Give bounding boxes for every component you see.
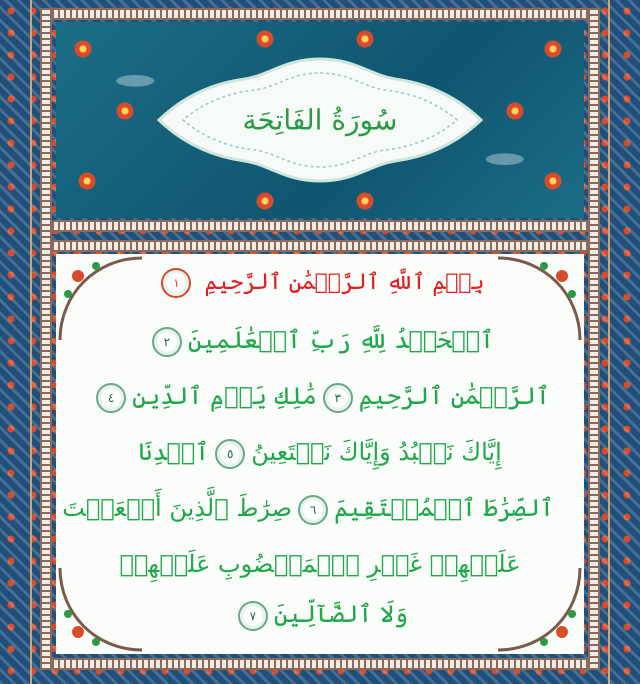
bottom-key-band bbox=[40, 658, 600, 670]
ayah-line bbox=[86, 326, 554, 357]
ayah-number-marker: ٧ bbox=[238, 601, 268, 631]
flower-ornament-icon bbox=[356, 30, 374, 48]
ayah-number-marker: ٦ bbox=[298, 495, 328, 525]
ayah-line bbox=[62, 494, 554, 525]
ayah-number-marker: ١ bbox=[161, 268, 191, 298]
ayah-line bbox=[86, 550, 554, 578]
ayah-number-marker: ٣ bbox=[323, 383, 353, 413]
title-bottom-key-band bbox=[40, 220, 600, 232]
ayah-text-panel bbox=[56, 254, 584, 654]
flower-ornament-icon bbox=[544, 40, 562, 58]
surah-title: سُورَةُ الفَاتِحَة bbox=[242, 103, 398, 137]
left-key-band bbox=[40, 8, 52, 670]
flower-ornament-icon bbox=[356, 192, 374, 210]
ayah-number-marker: ٤ bbox=[96, 383, 126, 413]
ayah-line bbox=[86, 600, 554, 631]
ayah-text: إِيَّاكَ نَعۡبُدُ وَإِيَّاكَ نَسۡتَعِينُ bbox=[251, 438, 502, 466]
flower-ornament-icon bbox=[78, 172, 96, 190]
flower-ornament-icon bbox=[256, 30, 274, 48]
ayah-text: ٱلصِّرَٰطَ ٱلۡمُسۡتَقِيمَ bbox=[334, 494, 554, 522]
basmala bbox=[56, 268, 584, 298]
ayah-number-marker: ٥ bbox=[215, 439, 245, 469]
surah-header-panel bbox=[56, 22, 584, 218]
ayah-text: صِرَٰطَ ٱلَّذِينَ أَنۡعَمۡتَ bbox=[62, 494, 293, 522]
title-cartouche bbox=[155, 55, 485, 185]
ayah-line bbox=[86, 438, 554, 469]
flower-ornament-icon bbox=[544, 172, 562, 190]
right-key-band bbox=[588, 8, 600, 670]
basmala-text: بِسۡمِ ٱللَّهِ ٱلرَّحۡمَٰنِ ٱلرَّحِيمِ bbox=[204, 270, 485, 295]
ayah-text: ٱلۡحَمۡدُ لِلَّهِ رَبِّ ٱلۡعَٰلَمِينَ bbox=[187, 326, 495, 354]
text-top-key-band bbox=[40, 240, 600, 252]
ayah-text: عَلَيۡهِمۡ غَيۡرِ ٱلۡمَغۡضُوبِ عَلَيۡهِمۡ bbox=[119, 550, 521, 578]
ayah-text: مَٰلِكِ يَوۡمِ ٱلدِّينِ bbox=[132, 382, 317, 410]
flower-ornament-icon bbox=[116, 102, 134, 120]
ayah-text: وَلَا ٱلضَّآلِّينَ bbox=[273, 600, 409, 628]
ayah-line bbox=[86, 382, 554, 413]
ayah-number-marker: ٢ bbox=[152, 327, 182, 357]
ayah-text: ٱلرَّحۡمَٰنِ ٱلرَّحِيمِ bbox=[358, 382, 550, 410]
flower-ornament-icon bbox=[74, 40, 92, 58]
ayah-text: ٱهۡدِنَا bbox=[138, 438, 210, 466]
top-key-band bbox=[40, 8, 600, 20]
flower-ornament-icon bbox=[506, 102, 524, 120]
flower-ornament-icon bbox=[256, 192, 274, 210]
